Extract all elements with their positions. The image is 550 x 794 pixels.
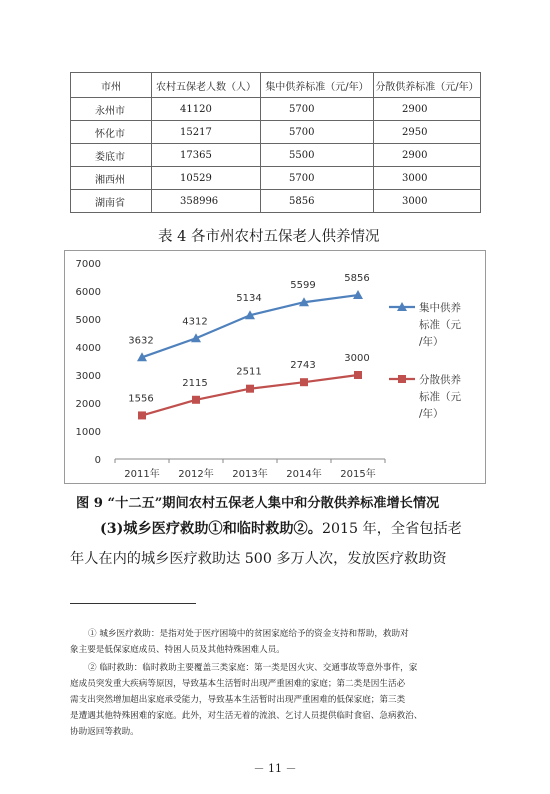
footnote-line: 象主要是低保家庭成员、特困人员及其他特殊困难人员。	[70, 645, 285, 655]
table-cell: 5856	[261, 190, 374, 213]
table-row	[71, 190, 481, 213]
y-tick-label: 6000	[75, 287, 101, 298]
table-cell: 5700	[261, 98, 374, 121]
line-chart	[65, 251, 485, 483]
table-header-cell: 市州	[71, 73, 152, 98]
series-line	[142, 295, 358, 357]
table-header-cell: 集中供养标准（元/年）	[261, 73, 374, 98]
table-cell: 17365	[152, 144, 261, 167]
table-cell: 娄底市	[71, 144, 152, 167]
footnote-line: ① 城乡医疗救助：是指对处于医疗困境中的贫困家庭给予的资金支持和帮助，救助对	[88, 629, 409, 639]
body-line-2: 年人在内的城乡医疗救助达 500 多万人次，发放医疗救助资	[70, 551, 447, 567]
data-point	[300, 378, 308, 386]
table-cell: 15217	[152, 121, 261, 144]
footnote-line: 庭成员突发重大疾病等原因，导致基本生活暂时出现严重困难的家庭；第二类是因生活必	[70, 679, 406, 689]
chart-frame	[64, 250, 486, 484]
y-tick-label: 5000	[75, 315, 101, 326]
table-cell: 怀化市	[71, 121, 152, 144]
table-row	[71, 98, 481, 121]
table-cell: 41120	[152, 98, 261, 121]
legend-label: /年）	[419, 408, 444, 420]
y-tick-label: 3000	[75, 371, 101, 382]
data-label: 3632	[128, 335, 154, 347]
data-point	[138, 411, 146, 419]
table-cell: 3000	[374, 167, 481, 190]
data-label: 5856	[344, 273, 370, 285]
y-tick-label: 7000	[75, 259, 101, 270]
data-point	[192, 396, 200, 404]
legend-label: 标准（元	[419, 391, 461, 403]
table-row	[71, 121, 481, 144]
data-label: 5599	[290, 280, 316, 292]
page-number: － 11 －	[253, 762, 297, 775]
series-line	[142, 375, 358, 415]
table-cell: 5500	[261, 144, 374, 167]
table-cell: 5700	[261, 167, 374, 190]
footnote-line: ② 临时救助：临时救助主要覆盖三类家庭：第一类是因火灾、交通事故等意外事件，家	[88, 663, 418, 673]
data-label: 2511	[236, 366, 262, 378]
x-tick-label: 2012年	[178, 469, 214, 480]
y-tick-label: 2000	[75, 399, 101, 410]
data-label: 1556	[128, 393, 154, 405]
data-point	[246, 385, 254, 393]
legend-label: 分散供养	[419, 374, 461, 386]
data-label: 2743	[290, 360, 316, 372]
footnote-line: 是遭遇其他特殊困难的家庭。此外，对生活无着的流浪、乞讨人员提供临时食宿、急病救治、	[70, 711, 423, 721]
footnote-line: 需支出突然增加超出家庭承受能力，导致基本生活暂时出现严重困难的低保家庭；第三类	[70, 695, 406, 705]
section-heading: (3)城乡医疗救助①和临时救助②。	[100, 521, 322, 537]
figure-caption: 图 9 “十二五”期间农村五保老人集中和分散供养标准增长情况	[76, 496, 440, 511]
y-tick-label: 4000	[75, 343, 101, 354]
footnote-separator	[70, 603, 196, 604]
table-cell: 10529	[152, 167, 261, 190]
table-cell: 3000	[374, 190, 481, 213]
y-tick-label: 0	[94, 455, 101, 466]
table-row	[71, 167, 481, 190]
table-cell: 2900	[374, 144, 481, 167]
footnote-line: 协助返回等救助。	[70, 727, 139, 737]
table-cell: 2950	[374, 121, 481, 144]
table-caption: 表 4 各市州农村五保老人供养情况	[158, 229, 380, 245]
data-label: 2115	[182, 377, 208, 389]
legend-label: 标准（元	[419, 319, 461, 331]
table-cell: 湖南省	[71, 190, 152, 213]
table-cell: 358996	[152, 190, 261, 213]
x-tick-label: 2013年	[232, 469, 268, 480]
table-cell: 2900	[374, 98, 481, 121]
data-label: 3000	[344, 353, 370, 364]
x-tick-label: 2011年	[124, 469, 160, 480]
table-header-row	[71, 73, 481, 98]
body-line-1	[100, 514, 462, 544]
table-cell: 永州市	[71, 98, 152, 121]
supply-table	[70, 72, 481, 213]
legend-label: /年）	[419, 336, 444, 348]
data-label: 5134	[236, 293, 262, 305]
x-tick-label: 2015年	[340, 469, 376, 480]
body-text-run: 2015 年，全省包括老	[321, 521, 462, 537]
data-label: 4312	[182, 316, 208, 328]
data-point	[354, 371, 362, 379]
table-cell: 5700	[261, 121, 374, 144]
table-header-cell: 农村五保老人数（人）	[152, 73, 261, 98]
legend-marker	[398, 375, 406, 383]
table-cell: 湘西州	[71, 167, 152, 190]
x-tick-label: 2014年	[286, 469, 322, 480]
table-row	[71, 144, 481, 167]
y-tick-label: 1000	[75, 427, 101, 438]
legend-label: 集中供养	[419, 302, 461, 314]
table-header-cell: 分散供养标准（元/年）	[374, 73, 481, 98]
